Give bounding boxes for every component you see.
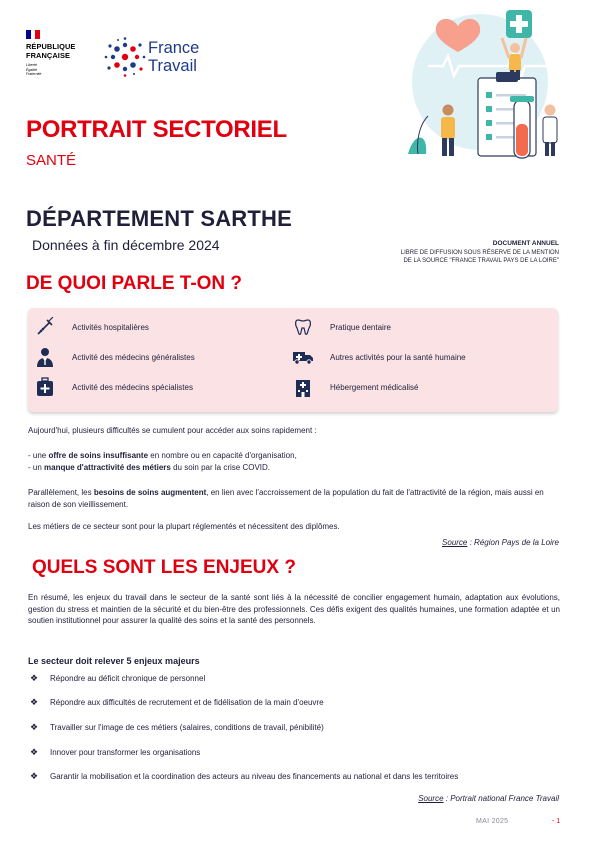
annual-notice-line-1: LIBRE DE DIFFUSION SOUS RÉSERVE DE LA MENTION xyxy=(400,249,559,256)
rf-line-2: FRANÇAISE xyxy=(26,50,71,60)
rf-motto: Liberté Égalité Fraternité xyxy=(26,63,42,77)
enjeu-item: ❖ Répondre au déficit chronique de personnel xyxy=(30,673,206,683)
tooth-icon xyxy=(292,317,314,337)
ambulance-icon xyxy=(292,347,314,367)
intro-bullet-1: - une offre de soins insuffisante en nombre ou en capacité d'organisation, xyxy=(28,451,297,460)
activity-item xyxy=(34,317,149,337)
enjeu-item: ❖ Garantir la mobilisation et la coordination des acteurs au niveau des financements au national et dans les territoires xyxy=(30,771,459,781)
activity-item xyxy=(292,317,391,337)
activity-label: Pratique dentaire xyxy=(330,322,391,332)
annual-notice-title: DOCUMENT ANNUEL xyxy=(492,240,559,247)
intro-paragraph-2: Parallèlement, les besoins de soins augmentent, en lien avec l'accroissement de la population du fait de l'attractivité de la région, mais aussi en raison de son vieillissement. xyxy=(28,488,544,509)
france-travail-logo xyxy=(104,36,234,82)
section-title-enjeux: QUELS SONT LES ENJEUX ? xyxy=(32,557,296,578)
enjeux-paragraph: En résumé, les enjeux du travail dans le secteur de la santé sont liés à la nécessité de concilier engagement humain, adaptation aux évolutions, gestion du stress et maintien de la sécurité et du bien-être des professionnels. Ces défis exigent des qualités humaines, une formation adaptée et un soutien institutionnel pour assurer la qualité des soins et la santé des personnels. xyxy=(28,593,560,625)
department-title: DÉPARTEMENT SARTHE xyxy=(26,206,292,231)
enjeux-heading: Le secteur doit relever 5 enjeux majeurs xyxy=(28,656,200,666)
activity-label: Activité des médecins spécialistes xyxy=(72,382,193,392)
intro-paragraph-1: Aujourd'hui, plusieurs difficultés se cumulent pour accéder aux soins rapidement : xyxy=(28,426,317,435)
rf-line-1: RÉPUBLIQUE xyxy=(26,42,76,51)
source-note-1: Source : Région Pays de la Loire xyxy=(442,538,559,547)
french-flag-icon xyxy=(26,30,40,39)
page-number: - 1 xyxy=(552,818,561,825)
activity-item xyxy=(292,347,466,367)
france-travail-dots-icon xyxy=(104,36,146,78)
doctor-icon xyxy=(34,347,56,367)
diamond-bullet-icon: ❖ xyxy=(30,697,39,707)
activity-item xyxy=(34,377,193,397)
diamond-bullet-icon: ❖ xyxy=(30,673,39,683)
healthcare-illustration xyxy=(398,4,568,162)
source-note-2: Source : Portrait national France Travail xyxy=(418,794,559,803)
republique-francaise-logo xyxy=(26,30,92,77)
footer-date: MAI 2025 xyxy=(476,818,509,825)
hospital-building-icon xyxy=(292,377,314,397)
syringe-icon xyxy=(34,317,56,337)
data-date-line: Données à fin décembre 2024 xyxy=(32,237,220,253)
activity-label: Autres activités pour la santé humaine xyxy=(330,352,466,362)
page-subtitle: SANTÉ xyxy=(26,152,77,169)
enjeu-item: ❖ Répondre aux difficultés de recrutement et de fidélisation de la main d'oeuvre xyxy=(30,697,324,707)
activity-label: Hébergement médicalisé xyxy=(330,382,419,392)
brand-name-line-1: France xyxy=(148,39,200,57)
annual-notice xyxy=(339,240,559,266)
intro-paragraph-3: Les métiers de ce secteur sont pour la plupart réglementés et nécessitent des diplômes. xyxy=(28,522,340,531)
enjeu-item: ❖ Innover pour transformer les organisations xyxy=(30,747,201,757)
activity-label: Activités hospitalières xyxy=(72,322,149,332)
section-title-what: DE QUOI PARLE T-ON ? xyxy=(26,273,243,294)
activity-item xyxy=(34,347,195,367)
activity-item xyxy=(292,377,419,397)
activity-label: Activité des médecins généralistes xyxy=(72,352,195,362)
diamond-bullet-icon: ❖ xyxy=(30,771,39,781)
brand-name-line-2: Travail xyxy=(148,57,197,75)
annual-notice-line-2: DE LA SOURCE "FRANCE TRAVAIL PAYS DE LA LOIRE" xyxy=(403,258,559,264)
page-title: PORTRAIT SECTORIEL xyxy=(26,116,287,143)
enjeu-item: ❖ Travailler sur l'image de ces métiers (salaires, conditions de travail, pénibilité) xyxy=(30,722,324,732)
medical-case-icon xyxy=(34,377,56,397)
intro-bullet-2: - un manque d'attractivité des métiers du soin par la crise COVID. xyxy=(28,463,271,472)
activities-box xyxy=(28,308,558,412)
diamond-bullet-icon: ❖ xyxy=(30,747,39,757)
diamond-bullet-icon: ❖ xyxy=(30,722,39,732)
